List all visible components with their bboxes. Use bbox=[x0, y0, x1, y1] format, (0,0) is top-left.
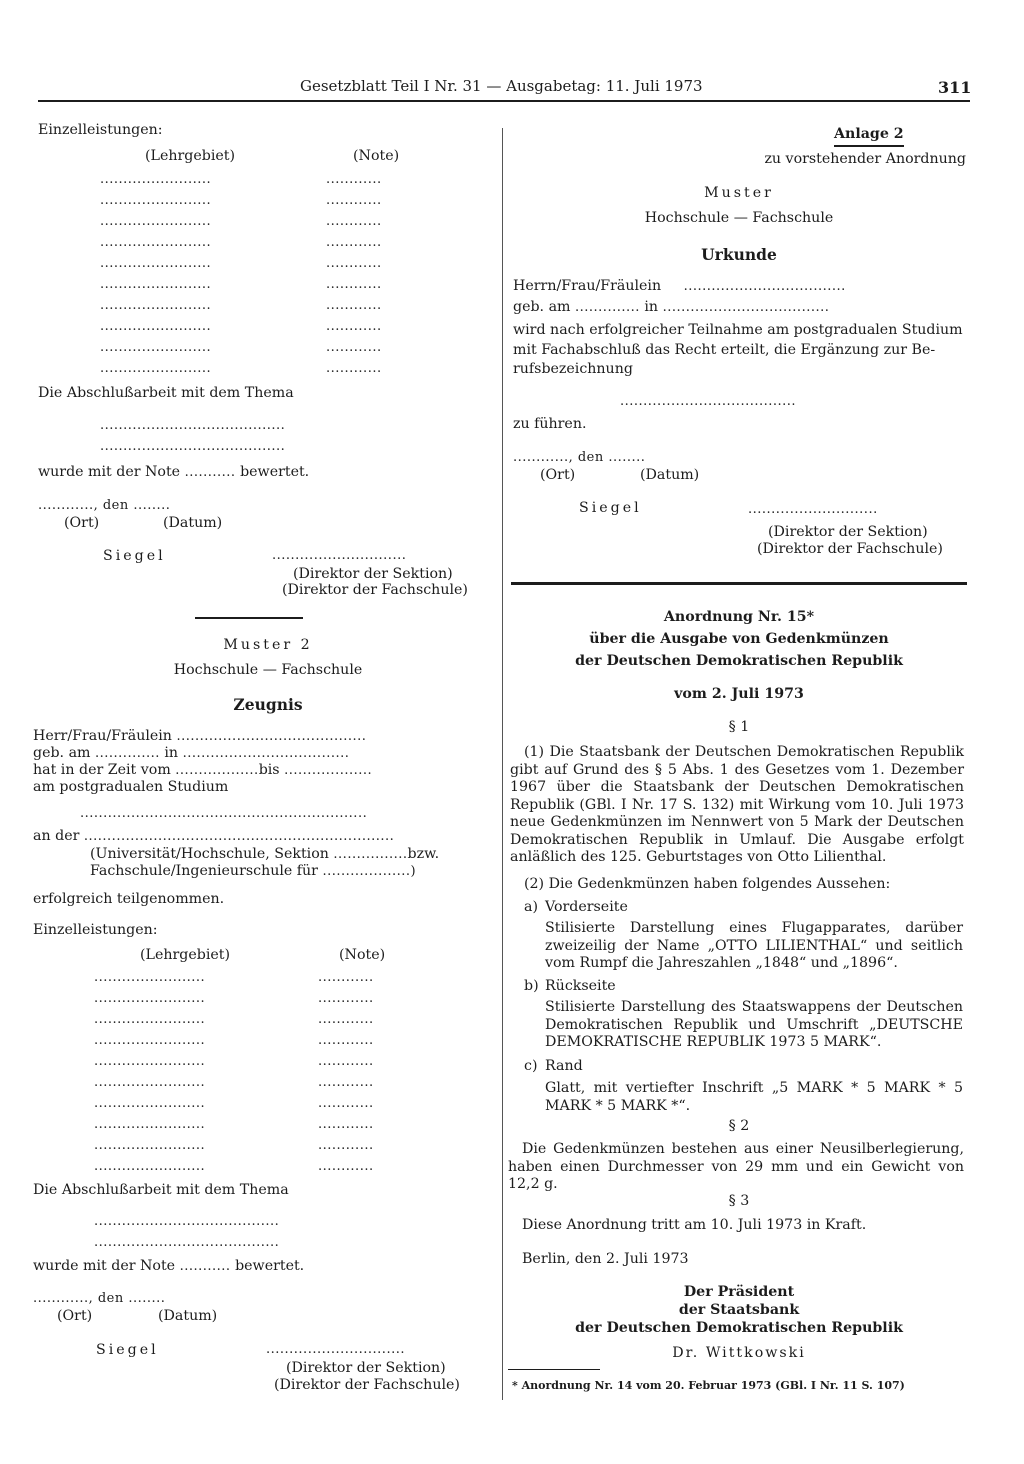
uni-label: (Universität/Hochschule, Sektion bbox=[90, 846, 329, 862]
subject-dots: ........................ bbox=[100, 214, 212, 229]
zeugnis-title: Zeugnis bbox=[233, 695, 303, 714]
item-a-text: Stilisierte Darstellung eines Flugapparates, darüber zweizeilig der Name „OTTO LILIENTHAL“ und seitlich vom Rumpf die Jahreszahlen „1848“ und „1896“. bbox=[545, 920, 963, 971]
ort3-label: (Ort) bbox=[540, 467, 576, 483]
anlage-title: Anlage 2 bbox=[834, 126, 904, 147]
note-pre: wurde mit der Note bbox=[38, 464, 181, 480]
muster-title: Muster bbox=[704, 185, 774, 201]
signature-dots: ............................. bbox=[272, 548, 407, 563]
einzelleistungen-label: Einzelleistungen: bbox=[38, 122, 163, 138]
section-rule bbox=[195, 617, 303, 619]
grade-dots: ............ bbox=[326, 193, 382, 208]
urkunde-text-2: mit Fachabschluß das Recht erteilt, die Ergänzung zur Be- bbox=[513, 342, 936, 358]
direktor3-sektion: (Direktor der Sektion) bbox=[768, 524, 928, 540]
note-line bbox=[38, 464, 309, 482]
col-lehrgebiet-2: (Lehrgebiet) bbox=[140, 947, 231, 963]
subject-dots: ........................ bbox=[100, 256, 212, 271]
an-der-line bbox=[33, 828, 394, 846]
grade-dots: ............ bbox=[318, 1117, 374, 1132]
ort-den-line: ............, den ........ bbox=[38, 498, 171, 513]
erfolgreich-label: erfolgreich teilgenommen. bbox=[33, 891, 225, 907]
ort-den2-line: ............, den ........ bbox=[33, 1291, 166, 1306]
paragraph-1-text: (1) Die Staatsbank der Deutschen Demokratischen Republik gibt auf Grund des § 5 Abs. 1 des Gesetzes vom 1. Dezember 1967 über die Staatsbank der Deutschen Demokratischen Republik (GBl. I Nr. 17 S. 132) mit Wirkung vom 10. Juli 1973 neue Gedenkmünzen im Nennwert von 5 Mark der Deutschen Demokratischen Republik in Umlauf. Die Ausgabe erfolgt anläßlich des 125. Geburtstages von Otto Lilienthal. bbox=[510, 744, 964, 865]
header-rule bbox=[38, 100, 970, 102]
subject-dots: ........................ bbox=[94, 1054, 206, 1069]
grade-dots: ............ bbox=[318, 1012, 374, 1027]
geb-label: geb. am bbox=[33, 745, 91, 761]
fach-label: Fachschule/Ingenieurschule für bbox=[90, 863, 318, 879]
postgradual-label: am postgradualen Studium bbox=[33, 779, 229, 795]
subject-dots: ........................ bbox=[100, 298, 212, 313]
fach-dots: ...................) bbox=[322, 864, 417, 879]
item-c-label: c) bbox=[524, 1058, 538, 1074]
zeit-line bbox=[33, 762, 372, 780]
subject-dots: ........................ bbox=[100, 172, 212, 187]
subject-dots: ........................ bbox=[100, 277, 212, 292]
footnote-rule bbox=[508, 1369, 600, 1370]
grade-dots: ............ bbox=[318, 1054, 374, 1069]
thema2-dots: ........................................ bbox=[94, 1214, 280, 1229]
urkunde-text-3: rufsbezeichnung bbox=[513, 361, 633, 377]
paragraph-3-text: Diese Anordnung tritt am 10. Juli 1973 in Kraft. bbox=[522, 1217, 867, 1233]
note-post: bewertet. bbox=[240, 464, 310, 480]
subject-dots: ........................ bbox=[100, 340, 212, 355]
bis-label: bis bbox=[258, 762, 280, 778]
geb-line bbox=[33, 745, 349, 763]
col-note-2: (Note) bbox=[339, 947, 386, 963]
zeit-label: hat in der Zeit vom bbox=[33, 762, 171, 778]
urkunde-text-1: wird nach erfolgreicher Teilnahme am postgradualen Studium bbox=[513, 322, 963, 338]
col-lehrgebiet: (Lehrgebiet) bbox=[145, 148, 236, 164]
item-b-label: b) bbox=[524, 978, 539, 994]
direktor2-sektion: (Direktor der Sektion) bbox=[286, 1360, 446, 1376]
grade-dots: ............ bbox=[326, 340, 382, 355]
item-a-title: Vorderseite bbox=[545, 899, 628, 915]
subject-dots: ........................ bbox=[94, 1159, 206, 1174]
footnote: * Anordnung Nr. 14 vom 20. Februar 1973 (GBl. I Nr. 11 S. 107) bbox=[512, 1379, 905, 1392]
fach-line bbox=[90, 863, 416, 881]
subject-dots: ........................ bbox=[100, 193, 212, 208]
herr-label: Herr/Frau/Fräulein bbox=[33, 728, 172, 744]
berufsbezeichnung-dots: ...................................... bbox=[620, 394, 797, 409]
note-dots: ........... bbox=[179, 1259, 231, 1274]
subject-dots: ........................ bbox=[94, 970, 206, 985]
col-note: (Note) bbox=[353, 148, 400, 164]
grade-dots: ............ bbox=[318, 1159, 374, 1174]
bzw-label: bzw. bbox=[407, 846, 440, 862]
abschlussarbeit2-label: Die Abschlußarbeit mit dem Thema bbox=[33, 1182, 289, 1198]
thema2-dots: ........................................ bbox=[94, 1235, 280, 1250]
grade-dots: ............ bbox=[326, 277, 382, 292]
grade-dots: ............ bbox=[318, 991, 374, 1006]
anordnung-title-3: der Deutschen Demokratischen Republik bbox=[575, 653, 903, 669]
subject-dots: ........................ bbox=[94, 1012, 206, 1027]
column-divider bbox=[502, 128, 503, 1400]
geb-label: geb. am bbox=[513, 299, 571, 315]
grade-dots: ............ bbox=[318, 1075, 374, 1090]
grade-dots: ............ bbox=[318, 1138, 374, 1153]
grade-dots: ............ bbox=[326, 361, 382, 376]
ort-label: (Ort) bbox=[64, 515, 100, 531]
signature3-dots: ............................ bbox=[748, 502, 878, 517]
anordnung-date: vom 2. Juli 1973 bbox=[674, 686, 804, 702]
hochschule-subtitle: Hochschule — Fachschule bbox=[644, 210, 834, 226]
ort2-label: (Ort) bbox=[57, 1308, 93, 1324]
postgradual-dots: .............................................................. bbox=[80, 806, 368, 821]
note-post: bewertet. bbox=[235, 1258, 305, 1274]
direktor2-fachschule: (Direktor der Fachschule) bbox=[274, 1377, 460, 1393]
item-c-text: Glatt, mit vertiefter Inschrift „5 MARK * 5 MARK * 5 MARK * 5 MARK *“. bbox=[545, 1080, 963, 1114]
paragraph-1-2-text: (2) Die Gedenkmünzen haben folgendes Aussehen: bbox=[524, 876, 891, 892]
subject-dots: ........................ bbox=[94, 991, 206, 1006]
siegel2-label: Siegel bbox=[96, 1342, 159, 1358]
in-dots: .................................... bbox=[662, 300, 830, 315]
herr-line bbox=[33, 728, 366, 746]
paragraph-2-text: Die Gedenkmünzen bestehen aus einer Neusilberlegierung, haben einen Durchmesser von 29 mm und ein Gewicht von 12,2 g. bbox=[508, 1141, 964, 1192]
grade-dots: ............ bbox=[318, 1033, 374, 1048]
grade-dots: ............ bbox=[326, 214, 382, 229]
in-dots: .................................... bbox=[182, 746, 350, 761]
note-pre: wurde mit der Note bbox=[33, 1258, 176, 1274]
grade-dots: ............ bbox=[318, 970, 374, 985]
anordnung-title-2: über die Ausgabe von Gedenkmünzen bbox=[589, 631, 889, 647]
herrn-label: Herrn/Frau/Fräulein bbox=[513, 278, 662, 294]
note-dots: ........... bbox=[184, 465, 236, 480]
thema-dots: ........................................ bbox=[100, 418, 286, 433]
zu-fuehren: zu führen. bbox=[513, 416, 587, 432]
signature-title-3: der Deutschen Demokratischen Republik bbox=[575, 1320, 903, 1336]
geb-dots: .............. bbox=[575, 300, 640, 315]
subject-dots: ........................ bbox=[94, 1117, 206, 1132]
grade-dots: ............ bbox=[318, 1096, 374, 1111]
subject-dots: ........................ bbox=[94, 1075, 206, 1090]
siegel3-label: Siegel bbox=[579, 500, 642, 516]
geb-dots: .............. bbox=[95, 746, 160, 761]
section-rule-thick bbox=[511, 582, 967, 585]
direktor-fachschule: (Direktor der Fachschule) bbox=[282, 582, 468, 598]
signature-title-1: Der Präsident bbox=[683, 1284, 795, 1300]
item-b-text: Stilisierte Darstellung des Staatswappens der Deutschen Demokratischen Republik und Umschrift „DEUTSCHE DEMOKRATISCHE REPUBLIK 1973 5 MARK“. bbox=[545, 999, 963, 1050]
paragraph-3-heading: § 3 bbox=[728, 1193, 750, 1209]
thema-dots: ........................................ bbox=[100, 439, 286, 454]
direktor3-fachschule: (Direktor der Fachschule) bbox=[757, 541, 943, 557]
subject-dots: ........................ bbox=[100, 319, 212, 334]
grade-dots: ............ bbox=[326, 319, 382, 334]
herr-dots: ......................................... bbox=[176, 729, 367, 744]
zeit-dots: .................. bbox=[175, 763, 259, 778]
urkunde-title: Urkunde bbox=[701, 245, 777, 264]
datum2-label: (Datum) bbox=[158, 1308, 218, 1324]
grade-dots: ............ bbox=[326, 256, 382, 271]
abschlussarbeit-label: Die Abschlußarbeit mit dem Thema bbox=[38, 385, 294, 401]
an-der-label: an der bbox=[33, 828, 80, 844]
siegel-label: Siegel bbox=[103, 548, 166, 564]
item-c-title: Rand bbox=[545, 1058, 583, 1074]
uni-line bbox=[90, 846, 439, 864]
bis-dots: ................... bbox=[284, 763, 373, 778]
muster2-title: Muster 2 bbox=[223, 637, 313, 653]
item-b-title: Rückseite bbox=[545, 978, 616, 994]
subject-dots: ........................ bbox=[94, 1138, 206, 1153]
direktor-sektion: (Direktor der Sektion) bbox=[293, 566, 453, 582]
geb-am-line bbox=[513, 299, 829, 317]
signature2-dots: .............................. bbox=[266, 1342, 405, 1357]
uni-dots: ................ bbox=[333, 847, 408, 862]
paragraph-1-heading: § 1 bbox=[728, 719, 750, 735]
anordnung-title-1: Anordnung Nr. 15* bbox=[663, 609, 815, 625]
muster2-subtitle: Hochschule — Fachschule bbox=[173, 662, 363, 678]
signature-title-2: der Staatsbank bbox=[678, 1302, 800, 1318]
berlin-date: Berlin, den 2. Juli 1973 bbox=[522, 1251, 689, 1267]
subject-dots: ........................ bbox=[100, 235, 212, 250]
subject-dots: ........................ bbox=[100, 361, 212, 376]
note2-line bbox=[33, 1258, 304, 1276]
grade-dots: ............ bbox=[326, 235, 382, 250]
signer-name: Dr. Wittkowski bbox=[672, 1345, 806, 1361]
subject-dots: ........................ bbox=[94, 1096, 206, 1111]
in-label: in bbox=[644, 299, 659, 315]
subject-dots: ........................ bbox=[94, 1033, 206, 1048]
grade-dots: ............ bbox=[326, 298, 382, 313]
datum-label: (Datum) bbox=[163, 515, 223, 531]
page-number: 311 bbox=[938, 78, 972, 97]
datum3-label: (Datum) bbox=[640, 467, 700, 483]
page-header-title: Gesetzblatt Teil I Nr. 31 — Ausgabetag: 11. Juli 1973 bbox=[300, 77, 703, 95]
item-a-label: a) bbox=[524, 899, 538, 915]
herrn-dots: ................................... bbox=[683, 279, 846, 294]
einzelleistungen2-label: Einzelleistungen: bbox=[33, 922, 158, 938]
herrn-line bbox=[513, 278, 846, 296]
an-der-dots: ................................................................... bbox=[83, 829, 395, 844]
in-label: in bbox=[164, 745, 179, 761]
anlage-subtitle: zu vorstehender Anordnung bbox=[764, 151, 966, 167]
paragraph-2-heading: § 2 bbox=[728, 1118, 750, 1134]
grade-dots: ............ bbox=[326, 172, 382, 187]
ort-den3-line: ............, den ........ bbox=[513, 450, 646, 465]
